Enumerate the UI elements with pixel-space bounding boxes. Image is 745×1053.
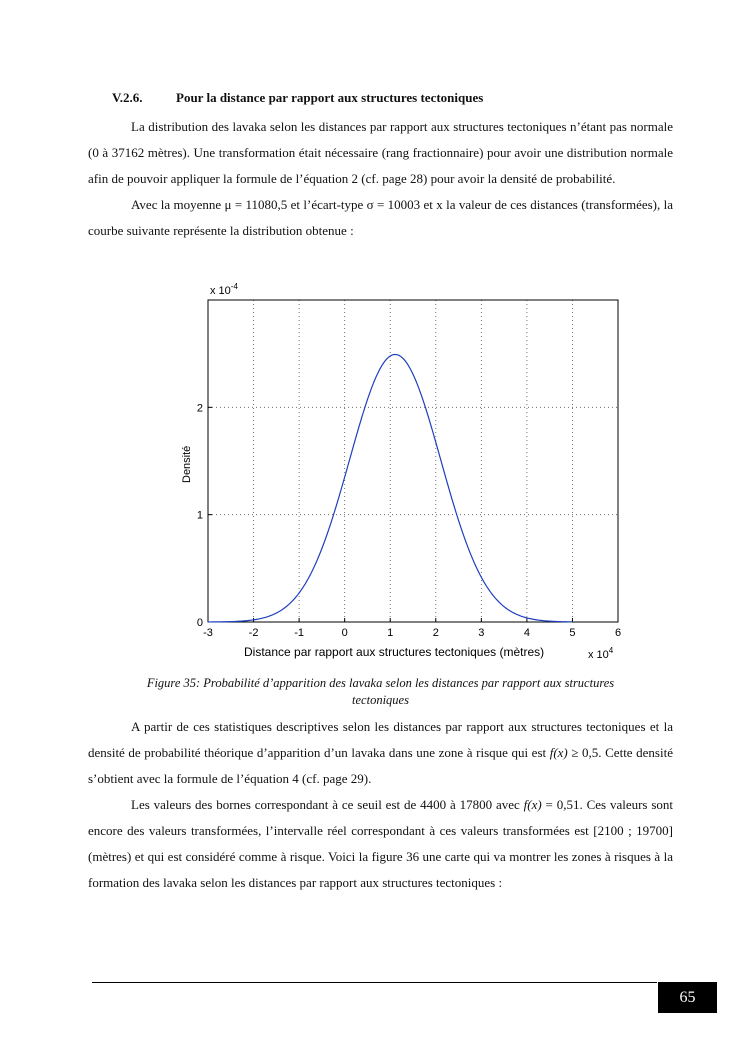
y-tick-label: 1 bbox=[196, 509, 203, 522]
x-tick-label: -1 bbox=[294, 627, 305, 639]
caption-line: tectoniques bbox=[352, 693, 409, 707]
x-tick-label: 0 bbox=[341, 627, 348, 639]
paragraph: Les valeurs des bornes correspondant à ce seuil est de 4400 à 17800 avec f(x) = 0,51. Ces valeurs sont encore des valeurs transformées, l’intervalle réel correspondant à ces valeurs transformées est [2100 ; 19700] (mètres) et qui est considéré comme à risque. Voici la figure 36 une carte qui va montrer les zones à risques à la formation des lavaka selon les distances par rapport aux structures tectoniques : bbox=[88, 797, 674, 890]
x-tick-label: 5 bbox=[569, 627, 576, 639]
section-heading bbox=[112, 90, 483, 106]
chart-ticks bbox=[197, 402, 621, 639]
analysis-text bbox=[88, 714, 673, 896]
y-axis-label: Densité bbox=[181, 445, 193, 483]
x-tick-label: 1 bbox=[387, 627, 394, 639]
y-multiplier: x $10^{-4}$ bbox=[210, 282, 238, 297]
x-axis-label: Distance par rapport aux structures tectoniques (mètres) bbox=[244, 645, 545, 659]
y-tick-label: 0 bbox=[196, 617, 203, 629]
x-tick-label: -2 bbox=[248, 627, 259, 639]
caption-line: Figure 35: Probabilité d’apparition des lavaka selon les distances par rapport aux structures bbox=[146, 676, 615, 690]
paragraph: Avec la moyenne μ = 11080,5 et l’écart-type σ = 10003 et x la valeur de ces distances (transformées), la courbe suivante représente la distribution obtenue : bbox=[88, 197, 673, 238]
chart-svg bbox=[170, 278, 630, 668]
paragraph: La distribution des lavaka selon les distances par rapport aux structures tectoniques n’étant pas normale (0 à 37162 mètres). Une transformation était nécessaire (rang fractionnaire) pour avoir une distribution normale afin de pouvoir appliquer la formule de l’équation 2 (cf. page 28) pour avoir la densité de probabilité. bbox=[88, 119, 673, 186]
x-tick-label: 3 bbox=[478, 627, 485, 639]
chart-grid bbox=[208, 300, 618, 622]
footer-rule bbox=[92, 982, 657, 983]
y-tick-label: 2 bbox=[196, 402, 203, 415]
x-tick-label: 4 bbox=[523, 627, 530, 639]
x-multiplier: x $10^4$ bbox=[588, 646, 614, 661]
x-tick-label: -3 bbox=[203, 627, 213, 639]
section-number: V.2.6. bbox=[112, 90, 143, 105]
density-chart bbox=[170, 278, 630, 673]
paragraph: A partir de ces statistiques descriptives selon les distances par rapport aux structures tectoniques et la densité de probabilité théorique d’apparition d’un lavaka dans une zone à risque qui est f(x) ≥ 0,5. Cette densité s’obtient avec la formule de l’équation 4 (cf. page 29). bbox=[88, 719, 673, 786]
section-title: Pour la distance par rapport aux structures tectoniques bbox=[176, 90, 484, 105]
plot-frame bbox=[208, 300, 618, 622]
page-number: 65 bbox=[658, 982, 717, 1013]
intro-text bbox=[88, 114, 673, 244]
figure-caption bbox=[88, 675, 673, 709]
x-tick-label: 2 bbox=[432, 627, 439, 639]
x-tick-label: 6 bbox=[614, 627, 622, 639]
